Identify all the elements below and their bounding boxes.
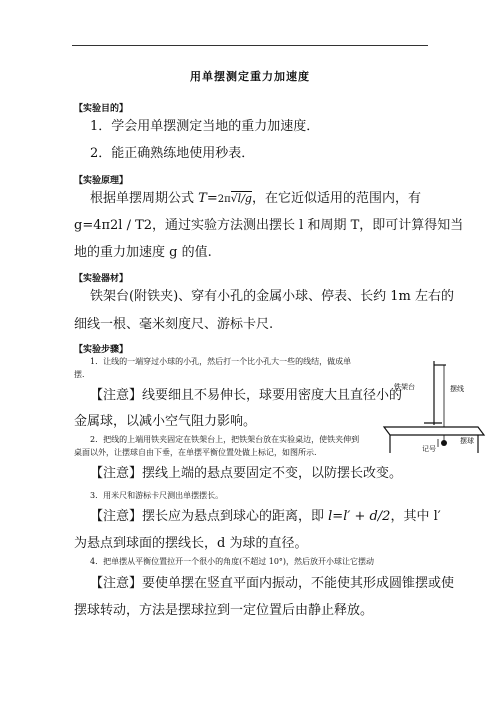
goal-item-2: 2．能正确熟练地使用秒表．: [90, 146, 255, 161]
note-4-line-2: 摆球转动，方法是摆球拉到一定位置后由静止释放。: [74, 603, 374, 618]
principle-line-2: g=4π2l / T2，通过实验方法测出摆长 l 和周期 T，即可计算得知当: [74, 218, 464, 233]
section-steps-heading: 【实验步骤】: [74, 345, 129, 355]
step-2-line-2: 桌面以外，让摆球自由下垂，在单摆平衡位置处做上标记，如图所示.: [74, 448, 317, 457]
label-line: 摆线: [450, 385, 464, 393]
note-3-start: 【注意】摆长应为悬点到球心的距离，即: [90, 509, 325, 524]
note-4-line-1: 【注意】要使单摆在竖直平面内振动，不能使其形成圆锥摆或使: [90, 576, 455, 591]
label-ball: 摆球: [460, 437, 474, 445]
equipment-line-1: 铁架台(附铁夹)、穿有小孔的金属小球、停表、长约 1m 左右的: [90, 289, 455, 304]
step-1-line-2: 摆．: [74, 370, 90, 379]
table-top: [384, 427, 484, 435]
label-mark: 记号: [422, 445, 436, 453]
note-3-line-2: 为悬点到球面的摆线长，d 为球的直径。: [74, 536, 308, 551]
section-equipment-heading: 【实验器材】: [74, 274, 129, 284]
label-stand: 铁架台: [394, 383, 415, 391]
note-3-end: ，其中 l′: [390, 509, 441, 524]
note-1-line-2: 金属球，以减小空气阻力影响。: [74, 414, 257, 429]
header-rule: [72, 45, 428, 46]
period-formula: T: [194, 191, 207, 206]
step-4: 4．把单摆从平衡位置拉开一个很小的角度(不超过 10°)，然后放开小球让它摆动: [90, 557, 375, 566]
principle-line-1-end: ，在它近似适用的范围内，有: [251, 191, 421, 206]
step-3: 3．用米尺和游标卡尺测出单摆摆长。: [90, 491, 224, 500]
step-1-line-1: 1．让线的一端穿过小球的小孔，然后打一个比小孔大一些的线结，做成单: [90, 357, 352, 366]
pendulum-ball: [441, 440, 447, 446]
length-formula: l=l′ + d/2: [324, 509, 391, 524]
note-1-line-1: 【注意】线要细且不易伸长，球要用密度大且直径小的: [90, 388, 403, 403]
principle-line-1: 根据单摆周期公式 T=2π√l/g，在它近似适用的范围内，有: [90, 191, 421, 206]
principle-line-3: 地的重力加速度 g 的值.: [74, 245, 212, 260]
goal-item-1: 1．学会用单摆测定当地的重力加速度．: [90, 119, 320, 134]
pendulum-figure: [382, 355, 486, 455]
principle-line-1-start: 根据单摆周期公式: [90, 191, 195, 206]
section-goal-heading: 【实验目的】: [74, 104, 129, 114]
section-principle-heading: 【实验原理】: [74, 176, 129, 186]
note-2: 【注意】摆线上端的悬点要固定不变，以防摆长改变。: [90, 466, 403, 481]
equipment-line-2: 细线一根、毫米刻度尺、游标卡尺.: [74, 317, 274, 332]
page-title: 用单摆测定重力加速度: [190, 70, 310, 83]
note-3-line-1: [90, 503, 441, 531]
step-2-line-1: 2．把线的上端用铁夹固定在铁架台上，把铁架台放在实验桌边，使铁夹伸到: [90, 435, 360, 444]
